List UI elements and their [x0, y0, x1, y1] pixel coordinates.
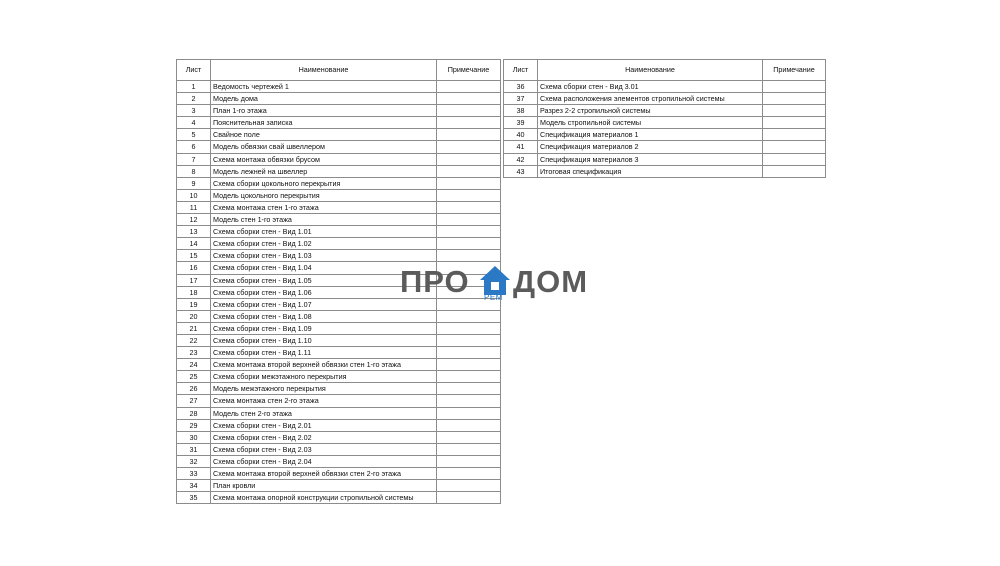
drawing-name-cell: Схема монтажа опорной конструкции стропильной системы — [211, 492, 437, 504]
note-cell — [437, 165, 501, 177]
drawing-name-cell: Схема сборки стен - Вид 1.05 — [211, 274, 437, 286]
table-row — [504, 141, 826, 153]
note-cell — [437, 431, 501, 443]
sheet-number-cell: 25 — [177, 371, 211, 383]
drawing-name-cell: Модель стен 2-го этажа — [211, 407, 437, 419]
sheet-number-cell: 5 — [177, 129, 211, 141]
drawing-name-cell: Схема монтажа стен 2-го этажа — [211, 395, 437, 407]
drawing-name-cell: Спецификация материалов 2 — [538, 141, 763, 153]
sheet-number-cell: 29 — [177, 419, 211, 431]
note-cell — [437, 153, 501, 165]
sheet-number-cell: 2 — [177, 93, 211, 105]
drawing-name-cell: Свайное поле — [211, 129, 437, 141]
drawing-name-cell: Модель стен 1-го этажа — [211, 214, 437, 226]
note-cell — [437, 492, 501, 504]
sheet-number-cell: 24 — [177, 359, 211, 371]
column-header-sheet: Лист — [177, 60, 211, 81]
sheet-number-cell: 40 — [504, 129, 538, 141]
drawing-name-cell: Схема сборки стен - Вид 2.01 — [211, 419, 437, 431]
table-row — [504, 105, 826, 117]
table-row — [177, 395, 501, 407]
sheet-number-cell: 28 — [177, 407, 211, 419]
table-header-row — [177, 60, 501, 81]
note-cell — [437, 250, 501, 262]
sheet-number-cell: 27 — [177, 395, 211, 407]
drawing-name-cell: Модель обвязки свай швеллером — [211, 141, 437, 153]
watermark-logo — [400, 262, 600, 308]
table-row — [504, 165, 826, 177]
sheet-number-cell: 6 — [177, 141, 211, 153]
table-row — [177, 419, 501, 431]
note-cell — [437, 371, 501, 383]
note-cell — [437, 480, 501, 492]
note-cell — [437, 226, 501, 238]
table-row — [504, 117, 826, 129]
sheet-number-cell: 30 — [177, 431, 211, 443]
drawing-name-cell: Схема расположения элементов стропильной системы — [538, 93, 763, 105]
sheet-number-cell: 14 — [177, 238, 211, 250]
sheet-number-cell: 21 — [177, 322, 211, 334]
drawing-name-cell: Схема сборки стен - Вид 1.11 — [211, 347, 437, 359]
sheet-number-cell: 8 — [177, 165, 211, 177]
sheet-number-cell: 13 — [177, 226, 211, 238]
note-cell — [437, 419, 501, 431]
drawing-name-cell: Схема сборки стен - Вид 2.03 — [211, 443, 437, 455]
table-row — [177, 93, 501, 105]
drawing-name-cell: Схема сборки межэтажного перекрытия — [211, 371, 437, 383]
sheet-number-cell: 19 — [177, 298, 211, 310]
table-row — [177, 359, 501, 371]
drawing-name-cell: Схема монтажа обвязки брусом — [211, 153, 437, 165]
sheet-number-cell: 16 — [177, 262, 211, 274]
sheet-number-cell: 20 — [177, 310, 211, 322]
logo-text-left: ПРО — [400, 264, 470, 299]
drawing-name-cell: План кровли — [211, 480, 437, 492]
table-row — [177, 81, 501, 93]
note-cell — [763, 93, 826, 105]
table-row — [177, 407, 501, 419]
table-row — [177, 189, 501, 201]
column-header-sheet: Лист — [504, 60, 538, 81]
note-cell — [437, 105, 501, 117]
table-row — [177, 443, 501, 455]
drawing-list-table-right — [503, 59, 826, 178]
column-header-note: Примечание — [437, 60, 501, 81]
table-row — [177, 226, 501, 238]
sheet-number-cell: 31 — [177, 443, 211, 455]
sheet-number-cell: 36 — [504, 81, 538, 93]
sheet-number-cell: 34 — [177, 480, 211, 492]
sheet-number-cell: 26 — [177, 383, 211, 395]
note-cell — [437, 383, 501, 395]
table-row — [177, 214, 501, 226]
note-cell — [437, 177, 501, 189]
sheet-number-cell: 7 — [177, 153, 211, 165]
note-cell — [437, 117, 501, 129]
note-cell — [763, 165, 826, 177]
drawing-name-cell: Схема сборки стен - Вид 1.06 — [211, 286, 437, 298]
note-cell — [437, 129, 501, 141]
sheet-number-cell: 17 — [177, 274, 211, 286]
sheet-number-cell: 38 — [504, 105, 538, 117]
drawing-name-cell: Схема сборки стен - Вид 1.08 — [211, 310, 437, 322]
note-cell — [437, 201, 501, 213]
note-cell — [437, 189, 501, 201]
column-header-name: Наименование — [211, 60, 437, 81]
column-header-note: Примечание — [763, 60, 826, 81]
table-row — [177, 334, 501, 346]
drawing-name-cell: Разрез 2-2 стропильной системы — [538, 105, 763, 117]
table-row — [177, 322, 501, 334]
drawing-name-cell: Схема сборки стен - Вид 1.10 — [211, 334, 437, 346]
drawing-name-cell: Итоговая спецификация — [538, 165, 763, 177]
note-cell — [763, 81, 826, 93]
table-row — [177, 480, 501, 492]
note-cell — [437, 238, 501, 250]
drawing-name-cell: Схема сборки стен - Вид 2.02 — [211, 431, 437, 443]
note-cell — [437, 359, 501, 371]
drawing-name-cell: Ведомость чертежей 1 — [211, 81, 437, 93]
sheet-number-cell: 33 — [177, 468, 211, 480]
drawing-name-cell: Модель дома — [211, 93, 437, 105]
drawing-name-cell: Схема сборки стен - Вид 2.04 — [211, 455, 437, 467]
drawing-name-cell: План 1-го этажа — [211, 105, 437, 117]
drawing-name-cell: Спецификация материалов 3 — [538, 153, 763, 165]
drawing-name-cell: Схема сборки стен - Вид 1.09 — [211, 322, 437, 334]
table-row — [504, 153, 826, 165]
sheet-number-cell: 22 — [177, 334, 211, 346]
table-body-right — [504, 81, 826, 178]
sheet-number-cell: 42 — [504, 153, 538, 165]
drawing-name-cell: Схема сборки стен - Вид 1.07 — [211, 298, 437, 310]
note-cell — [437, 443, 501, 455]
sheet-number-cell: 9 — [177, 177, 211, 189]
table-row — [177, 431, 501, 443]
table-row — [177, 347, 501, 359]
sheet-number-cell: 32 — [177, 455, 211, 467]
sheet-number-cell: 23 — [177, 347, 211, 359]
table-row — [504, 81, 826, 93]
note-cell — [437, 407, 501, 419]
note-cell — [437, 214, 501, 226]
sheet-number-cell: 4 — [177, 117, 211, 129]
sheet-number-cell: 18 — [177, 286, 211, 298]
logo-text-right: ДОМ — [513, 264, 589, 299]
table-row — [177, 177, 501, 189]
sheet-number-cell: 35 — [177, 492, 211, 504]
drawing-name-cell: Схема монтажа второй верхней обвязки стен 1-го этажа — [211, 359, 437, 371]
drawing-name-cell: Спецификация материалов 1 — [538, 129, 763, 141]
drawing-name-cell: Схема монтажа стен 1-го этажа — [211, 201, 437, 213]
sheet-number-cell: 43 — [504, 165, 538, 177]
drawing-name-cell: Схема сборки стен - Вид 1.04 — [211, 262, 437, 274]
table-header-row — [504, 60, 826, 81]
logo-subtext: РЕМ — [484, 293, 503, 302]
table-row — [177, 371, 501, 383]
note-cell — [437, 322, 501, 334]
sheet-number-cell: 37 — [504, 93, 538, 105]
column-header-name: Наименование — [538, 60, 763, 81]
table-row — [177, 153, 501, 165]
note-cell — [437, 347, 501, 359]
table-row — [177, 105, 501, 117]
note-cell — [437, 395, 501, 407]
note-cell — [763, 117, 826, 129]
note-cell — [763, 129, 826, 141]
sheet-number-cell: 12 — [177, 214, 211, 226]
drawing-name-cell: Схема сборки стен - Вид 1.02 — [211, 238, 437, 250]
table-row — [177, 201, 501, 213]
note-cell — [763, 153, 826, 165]
drawing-name-cell: Пояснительная записка — [211, 117, 437, 129]
drawing-name-cell: Модель межэтажного перекрытия — [211, 383, 437, 395]
sheet-number-cell: 15 — [177, 250, 211, 262]
sheet-number-cell: 3 — [177, 105, 211, 117]
drawing-name-cell: Модель цокольного перекрытия — [211, 189, 437, 201]
sheet-number-cell: 1 — [177, 81, 211, 93]
table-row — [177, 129, 501, 141]
note-cell — [763, 105, 826, 117]
table-row — [177, 468, 501, 480]
note-cell — [437, 141, 501, 153]
drawing-name-cell: Схема сборки цокольного перекрытия — [211, 177, 437, 189]
table-row — [177, 141, 501, 153]
table-row — [177, 455, 501, 467]
note-cell — [437, 93, 501, 105]
note-cell — [763, 141, 826, 153]
table-row — [177, 165, 501, 177]
table-row — [177, 250, 501, 262]
note-cell — [437, 468, 501, 480]
sheet-number-cell: 41 — [504, 141, 538, 153]
drawing-name-cell: Схема сборки стен - Вид 1.01 — [211, 226, 437, 238]
drawing-name-cell: Модель стропильной системы — [538, 117, 763, 129]
drawing-name-cell: Модель лежней на швеллер — [211, 165, 437, 177]
table-row — [177, 383, 501, 395]
note-cell — [437, 334, 501, 346]
table-row — [504, 93, 826, 105]
sheet-number-cell: 39 — [504, 117, 538, 129]
table-row — [177, 310, 501, 322]
drawing-name-cell: Схема сборки стен - Вид 1.03 — [211, 250, 437, 262]
table-row — [177, 117, 501, 129]
sheet-number-cell: 11 — [177, 201, 211, 213]
table-row — [504, 129, 826, 141]
table-row — [177, 238, 501, 250]
note-cell — [437, 455, 501, 467]
sheet-number-cell: 10 — [177, 189, 211, 201]
table-row — [177, 492, 501, 504]
drawing-name-cell: Схема монтажа второй верхней обвязки стен 2-го этажа — [211, 468, 437, 480]
note-cell — [437, 310, 501, 322]
note-cell — [437, 81, 501, 93]
drawing-name-cell: Схема сборки стен - Вид 3.01 — [538, 81, 763, 93]
